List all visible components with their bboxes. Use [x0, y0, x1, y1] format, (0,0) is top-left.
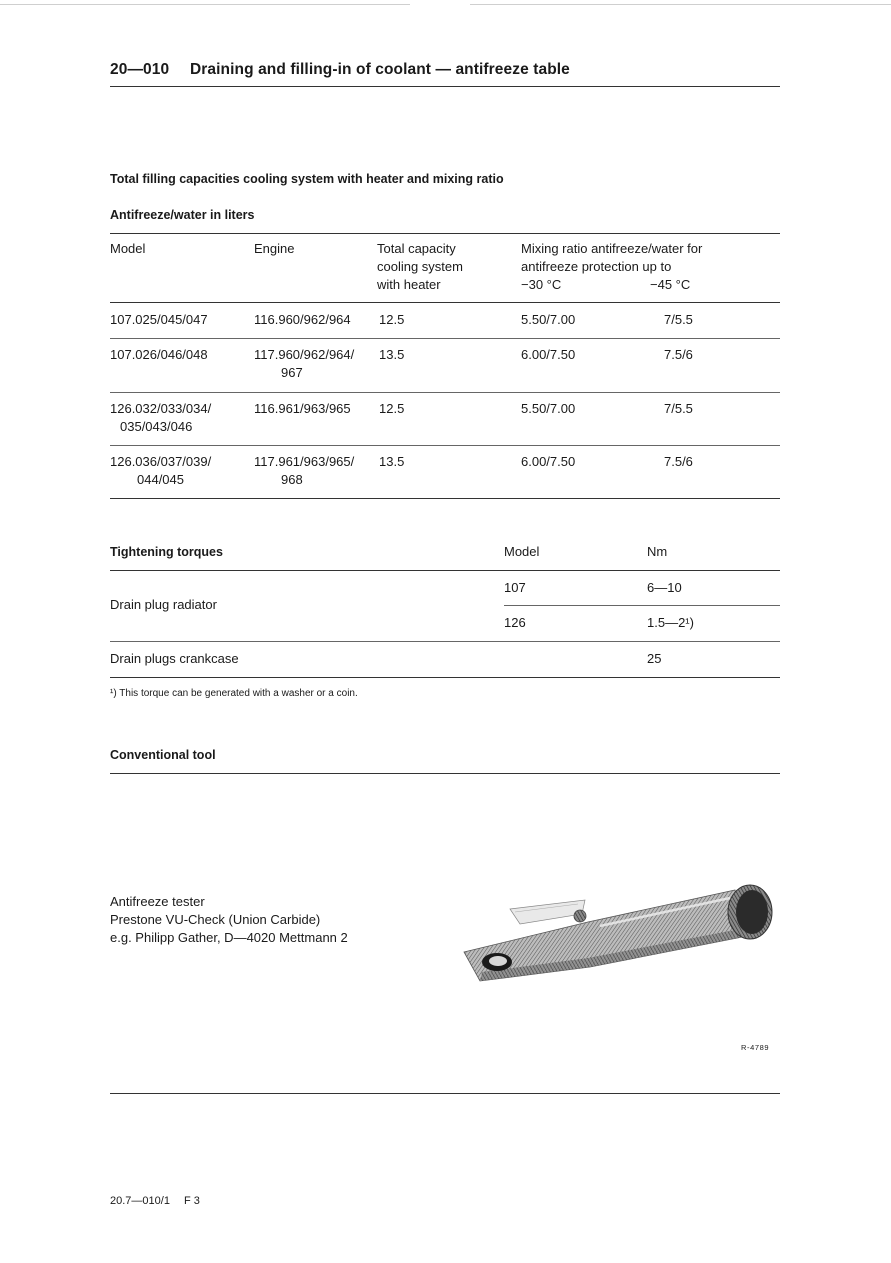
table-bottom-rule [110, 498, 780, 499]
table-row-3-model: 126.032/033/034/ 035/043/046 [110, 401, 212, 434]
col-engine-header: Engine [254, 241, 295, 256]
header-rule [110, 86, 780, 87]
torques-heading: Tightening torques [110, 545, 223, 559]
capacities-subheading: Antifreeze/water in liters [110, 208, 255, 222]
tool-name: Antifreeze tester [110, 894, 205, 909]
page-title [110, 61, 570, 79]
row-rule [110, 392, 780, 393]
capacities-heading: Total filling capacities cooling system with heater and mixing ratio [110, 172, 504, 186]
torque-sub-rule [504, 605, 780, 606]
col-capacity-header: Total capacity cooling system with heater [377, 241, 463, 292]
drain-plug-radiator-label: Drain plug radiator [110, 597, 217, 612]
torques-header-rule [110, 570, 780, 571]
row-rule [110, 445, 780, 446]
figure-reference: R-4789 [741, 1043, 770, 1052]
table-row-2-engine: 117.960/962/964/ 967 [254, 347, 355, 380]
crankcase-torque-value: 25 [647, 651, 662, 666]
section-title: Draining and filling-in of coolant — antifreeze table [190, 61, 570, 78]
antifreeze-tester-illustration [460, 882, 775, 987]
tool-heading-rule [110, 773, 780, 774]
page-footer [110, 1195, 200, 1207]
table-header-rule [110, 302, 780, 303]
scan-edge-left [0, 4, 410, 5]
edition-code: F 3 [183, 1195, 200, 1207]
section-number: 20—010 [110, 61, 170, 78]
tool-bottom-rule [110, 1093, 780, 1094]
table-row-1-ratio-30: 5.50/7.00 [521, 312, 576, 327]
tool-heading: Conventional tool [110, 748, 216, 762]
page-code: 20.7—010/1 [110, 1195, 170, 1207]
row-rule [110, 338, 780, 339]
footnote-text: This torque can be generated with a washer or a coin. [119, 688, 358, 699]
col-mixing-header: Mixing ratio antifreeze/water for antifreeze protection up to [521, 241, 703, 274]
torques-col-nm: Nm [647, 544, 668, 559]
table-row-1-engine: 116.960/962/964 [254, 312, 351, 327]
col-temp-30-header: −30 °C [521, 277, 562, 292]
table-row-2-ratio-45: 7.5/6 [664, 347, 693, 362]
scan-edge-right [470, 4, 891, 5]
table-row-4-model: 126.036/037/039/ 044/045 [110, 454, 212, 487]
torques-col-model: Model [504, 544, 540, 559]
table-row-3-ratio-30: 5.50/7.00 [521, 401, 576, 416]
tool-description [110, 893, 348, 947]
col-model-header: Model [110, 241, 146, 256]
table-row-1-model: 107.025/045/047 [110, 312, 208, 327]
table-row-3-capacity: 12.5 [379, 401, 405, 416]
torque-row-model: 126 [504, 615, 526, 630]
table-row-3-engine: 116.961/963/965 [254, 401, 351, 416]
footnote-mark: ¹) [110, 688, 117, 699]
table-row-2-model: 107.026/046/048 [110, 347, 208, 362]
row-rule [110, 641, 780, 642]
drain-plugs-crankcase-label: Drain plugs crankcase [110, 651, 239, 666]
tool-supplier: e.g. Philipp Gather, D—4020 Mettmann 2 [110, 930, 348, 945]
table-row-1-ratio-45: 7/5.5 [664, 312, 693, 327]
footnote [110, 688, 358, 699]
table-row-4-ratio-45: 7.5/6 [664, 454, 693, 469]
tool-model: Prestone VU-Check (Union Carbide) [110, 912, 321, 927]
table-row-2-capacity: 13.5 [379, 347, 405, 362]
table-row-3-ratio-45: 7/5.5 [664, 401, 693, 416]
torque-row-nm: 6—10 [647, 580, 682, 595]
table-row-1-capacity: 12.5 [379, 312, 405, 327]
table-top-rule [110, 233, 780, 234]
col-temp-45-header: −45 °C [650, 277, 691, 292]
torque-row-nm: 1.5—2¹) [647, 615, 694, 630]
torques-bottom-rule [110, 677, 780, 678]
table-row-4-capacity: 13.5 [379, 454, 405, 469]
table-row-4-engine: 117.961/963/965/ 968 [254, 454, 355, 487]
torque-row-model: 107 [504, 580, 526, 595]
table-row-4-ratio-30: 6.00/7.50 [521, 454, 576, 469]
table-row-2-ratio-30: 6.00/7.50 [521, 347, 576, 362]
